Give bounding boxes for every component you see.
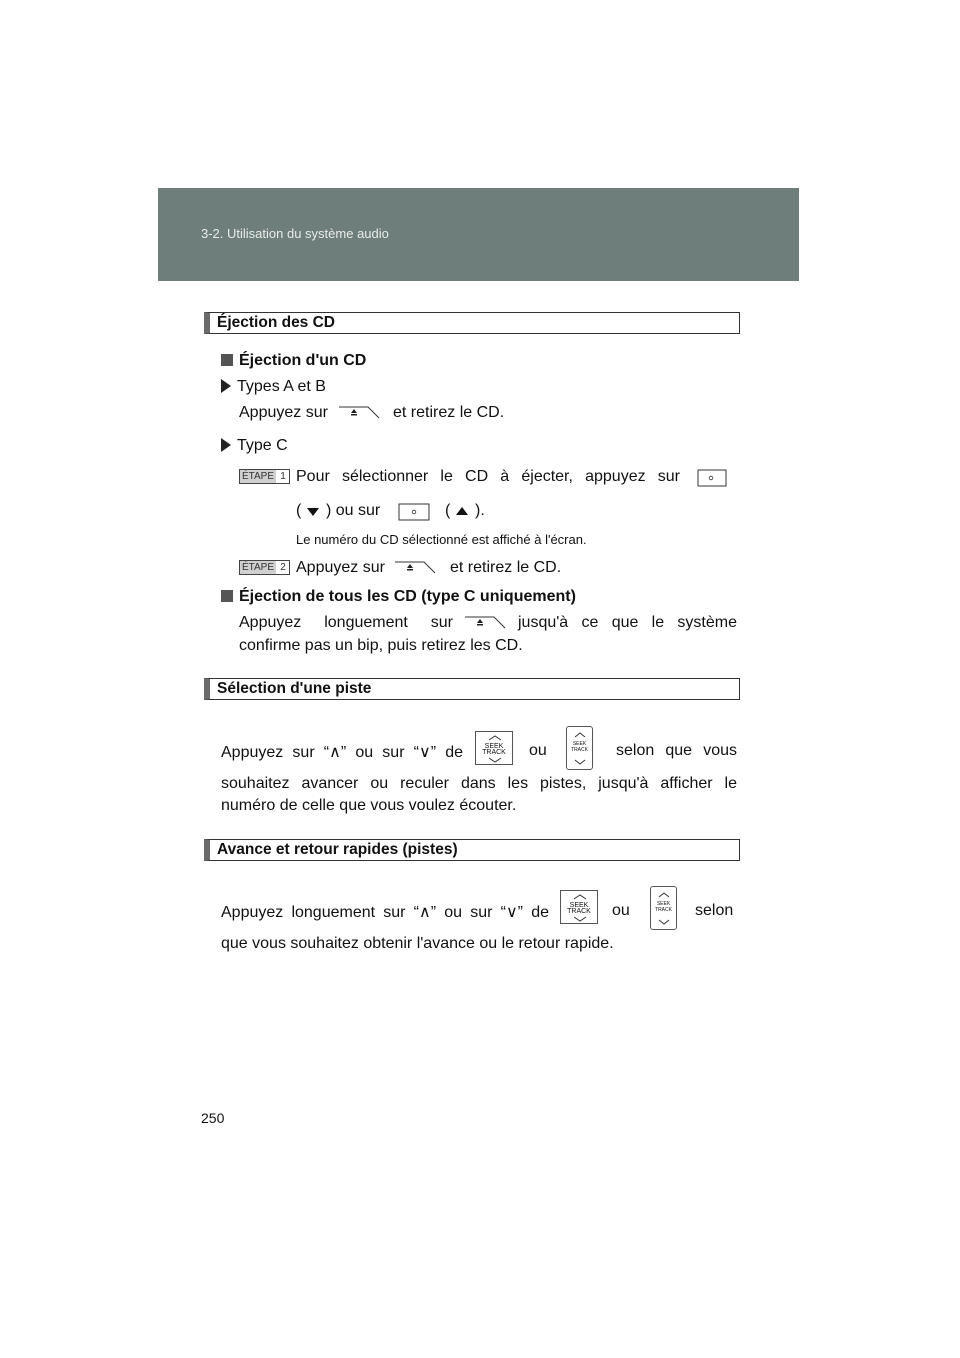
- step-1-text: Pour sélectionner le CD à éjecter, appuyez sur: [296, 468, 680, 485]
- disc-up-button-icon: [398, 503, 430, 521]
- track-select-text-3: numéro de celle que vous voulez écouter.: [221, 797, 517, 814]
- step-1-badge: ÉTAPE 1: [239, 469, 290, 484]
- seek-track-button-tall: [566, 726, 593, 770]
- track-select-text-2: souhaitez avancer ou reculer dans les pistes, jusqu'à afficher le: [221, 775, 737, 792]
- seek-label: SEEK: [484, 743, 504, 750]
- step-1-or-text: ) ou sur: [326, 502, 381, 519]
- step-2-badge: ÉTAPE 2: [239, 560, 290, 575]
- square-bullet-icon: [221, 590, 233, 602]
- press-ab-text-2: et retirez le CD.: [393, 404, 505, 421]
- seek-track-button-tall: [650, 886, 677, 930]
- seek-label: SEEK: [656, 901, 671, 907]
- eject-button-icon: [338, 403, 380, 421]
- page-number: 250: [201, 1110, 225, 1126]
- eject-all-text-1b: jusqu'à ce que le système: [518, 614, 737, 631]
- seek-track-button-square: [475, 731, 513, 765]
- seek-label: SEEK: [569, 902, 589, 909]
- eject-all-text-1a: Appuyez longuement sur: [239, 614, 453, 631]
- chevron-up-icon: [488, 735, 502, 741]
- section-title-ejection: [204, 312, 740, 334]
- chevron-down-icon: [488, 757, 502, 763]
- track-label: TRACK: [482, 749, 506, 756]
- ff-or: ou: [612, 902, 630, 919]
- eject-button-icon: [464, 613, 506, 631]
- breadcrumb: 3-2. Utilisation du système audio: [201, 226, 389, 241]
- subheading-eject-all: Éjection de tous les CD (type C uniquement): [221, 588, 576, 606]
- section-title-text: Avance et retour rapides (pistes): [217, 841, 458, 858]
- track-select-or: ou: [529, 742, 547, 759]
- chevron-down-icon: [574, 759, 586, 765]
- triangle-bullet-icon: [221, 379, 231, 393]
- ff-text-1c: selon: [695, 902, 734, 919]
- triangle-down-icon: [306, 507, 320, 517]
- chevron-up-icon: [658, 892, 670, 898]
- step-1-paren-c: (: [445, 502, 451, 519]
- section-title-track-select: [204, 678, 740, 700]
- section-title-text: Sélection d'une piste: [217, 680, 372, 697]
- triangle-up-icon: [455, 506, 469, 516]
- track-select-text-1c: selon que vous: [616, 742, 737, 759]
- step-2-text-2: et retirez le CD.: [450, 559, 562, 576]
- chevron-up-icon: [574, 732, 586, 738]
- eject-all-text-2: confirme pas un bip, puis retirez les CD.: [239, 637, 523, 654]
- disc-down-button-icon: [695, 469, 727, 487]
- triangle-bullet-icon: [221, 438, 231, 452]
- step-1-paren-a: (: [296, 502, 302, 519]
- types-ab-label: Types A et B: [221, 378, 326, 396]
- press-ab-text-1: Appuyez sur: [239, 404, 328, 421]
- chevron-up-icon: [573, 894, 587, 900]
- eject-button-icon: [394, 558, 436, 576]
- track-label: TRACK: [571, 747, 588, 753]
- ff-text-1a: Appuyez longuement sur “∧” ou sur “∨” de: [221, 904, 549, 921]
- square-bullet-icon: [221, 354, 233, 366]
- chevron-down-icon: [573, 916, 587, 922]
- step-1-note: Le numéro du CD sélectionné est affiché à l'écran.: [296, 532, 587, 547]
- type-c-label: Type C: [221, 437, 288, 455]
- track-label: TRACK: [567, 908, 591, 915]
- seek-label: SEEK: [572, 741, 587, 747]
- track-label: TRACK: [655, 907, 672, 913]
- seek-track-button-square: [560, 890, 598, 924]
- track-select-text-1a: Appuyez sur “∧” ou sur “∨” de: [221, 744, 463, 761]
- ff-text-2: que vous souhaitez obtenir l'avance ou le retour rapide.: [221, 935, 614, 952]
- chevron-down-icon: [658, 919, 670, 925]
- section-title-text: Éjection des CD: [217, 314, 335, 331]
- subheading-eject-one: Éjection d'un CD: [221, 352, 366, 370]
- step-1-paren-d: ).: [475, 502, 485, 519]
- step-2-text-1: Appuyez sur: [296, 559, 385, 576]
- section-title-fast-forward: [204, 839, 740, 861]
